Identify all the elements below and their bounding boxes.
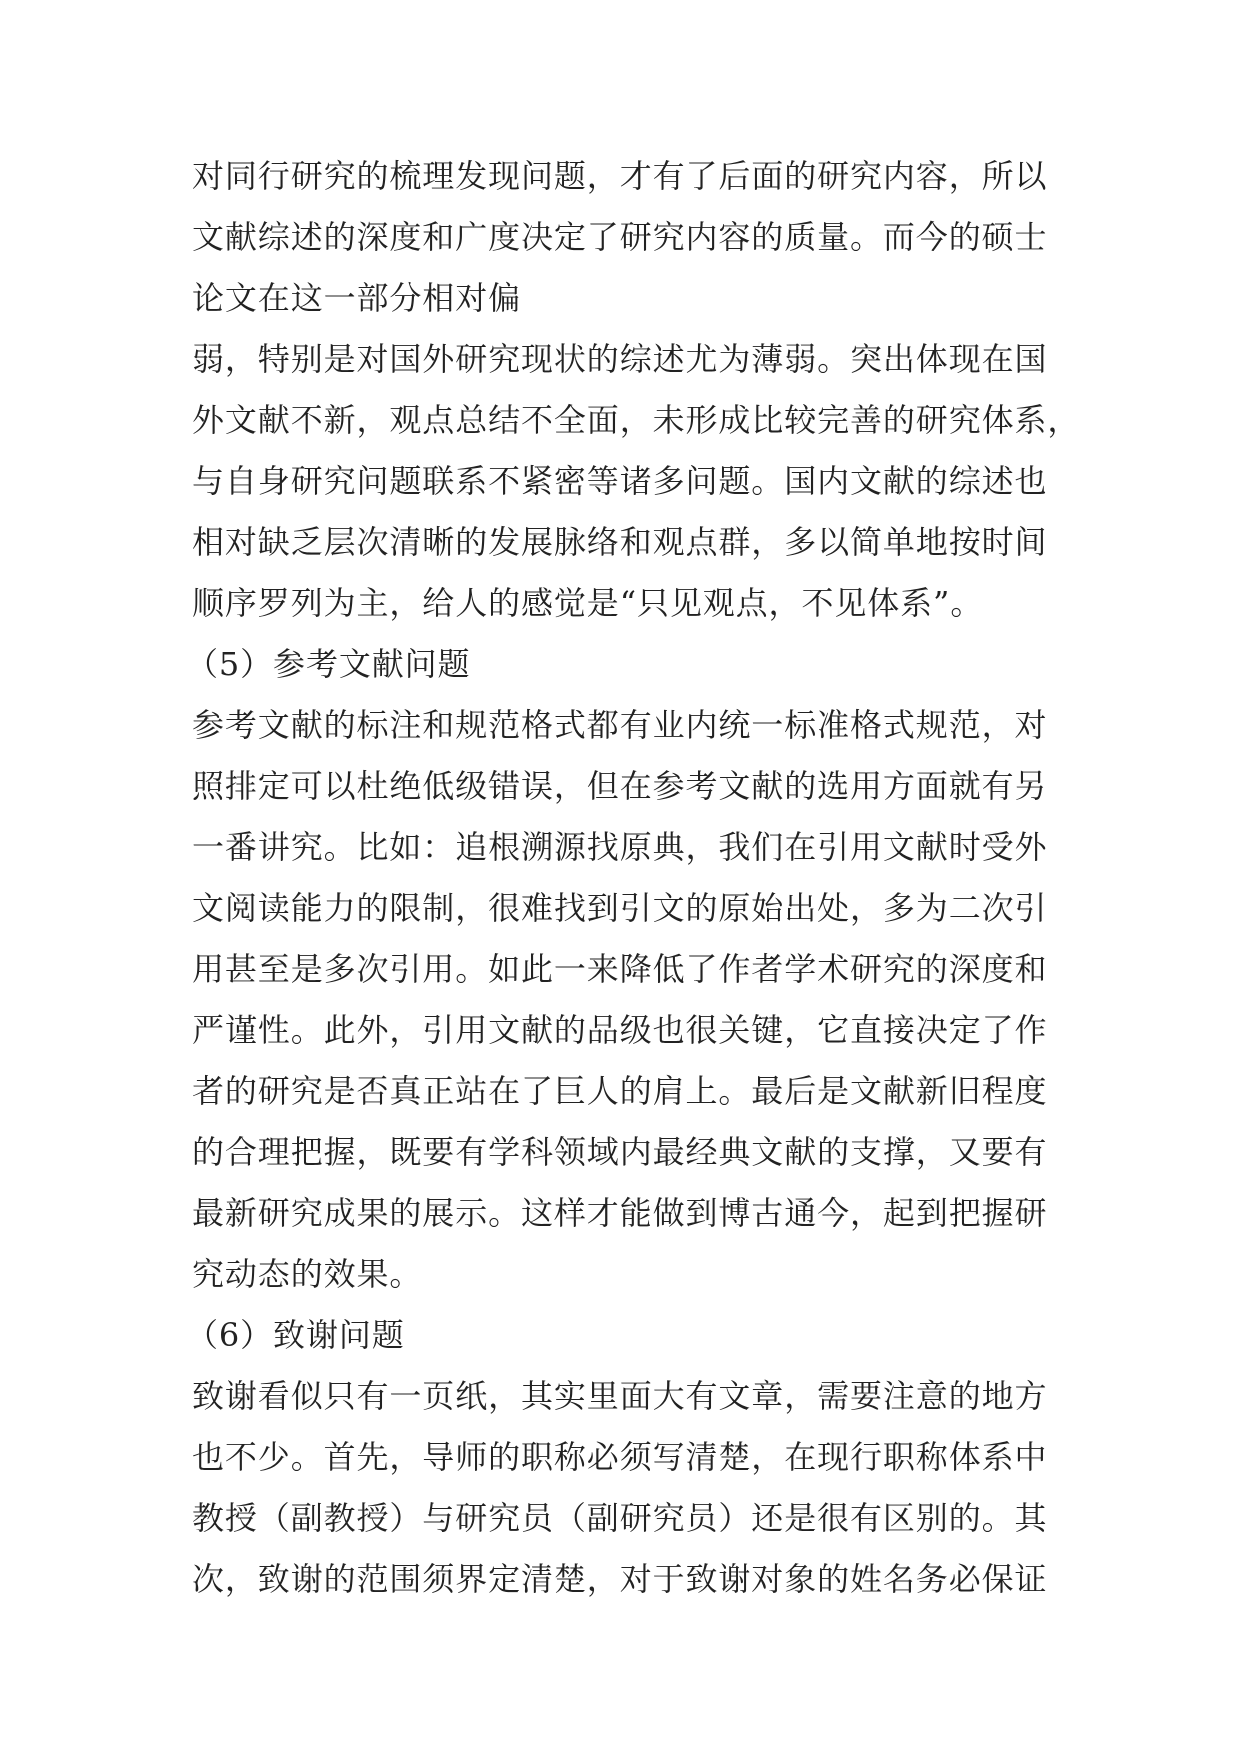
- paragraph-line: 致谢看似只有一页纸，其实里面大有文章，需要注意的地方: [192, 1377, 1048, 1415]
- paragraph-line: 的合理把握，既要有学科领域内最经典文献的支撑，又要有: [192, 1133, 1048, 1171]
- paragraph-line: 照排定可以杜绝低级错误，但在参考文献的选用方面就有另: [192, 767, 1048, 805]
- section-heading-acknowledgements: （6）致谢问题: [186, 1316, 405, 1354]
- paragraph-line: 严谨性。此外，引用文献的品级也很关键，它直接决定了作: [192, 1011, 1048, 1049]
- paragraph-line: 一番讲究。比如：追根溯源找原典，我们在引用文献时受外: [192, 828, 1048, 866]
- paragraph-line: 文献综述的深度和广度决定了研究内容的质量。而今的硕士: [192, 218, 1048, 256]
- paragraph-line: 论文在这一部分相对偏: [192, 279, 522, 317]
- paragraph-line: 顺序罗列为主，给人的感觉是“只见观点，不见体系”。: [192, 584, 984, 622]
- paragraph-line: 教授（副教授）与研究员（副研究员）还是很有区别的。其: [192, 1499, 1048, 1537]
- paragraph-line: 者的研究是否真正站在了巨人的肩上。最后是文献新旧程度: [192, 1072, 1048, 1110]
- paragraph-line: 对同行研究的梳理发现问题，才有了后面的研究内容，所以: [192, 157, 1048, 195]
- paragraph-line: 最新研究成果的展示。这样才能做到博古通今，起到把握研: [192, 1194, 1048, 1232]
- paragraph-line: 用甚至是多次引用。如此一来降低了作者学术研究的深度和: [192, 950, 1048, 988]
- paragraph-line: 次，致谢的范围须界定清楚，对于致谢对象的姓名务必保证: [192, 1560, 1048, 1598]
- paragraph-line: 与自身研究问题联系不紧密等诸多问题。国内文献的综述也: [192, 462, 1048, 500]
- paragraph-line: 参考文献的标注和规范格式都有业内统一标准格式规范，对: [192, 706, 1048, 744]
- section-heading-references: （5）参考文献问题: [186, 645, 471, 683]
- paragraph-line: 文阅读能力的限制，很难找到引文的原始出处，多为二次引: [192, 889, 1048, 927]
- paragraph-line: 究动态的效果。: [192, 1255, 423, 1293]
- paragraph-line: 相对缺乏层次清晰的发展脉络和观点群，多以简单地按时间: [192, 523, 1048, 561]
- paragraph-line: 外文献不新，观点总结不全面，未形成比较完善的研究体系，: [192, 401, 1081, 439]
- body-text: [186, 146, 1081, 1610]
- paragraph-line: 也不少。首先，导师的职称必须写清楚，在现行职称体系中: [192, 1438, 1048, 1476]
- paragraph-line: 弱，特别是对国外研究现状的综述尤为薄弱。突出体现在国: [192, 340, 1048, 378]
